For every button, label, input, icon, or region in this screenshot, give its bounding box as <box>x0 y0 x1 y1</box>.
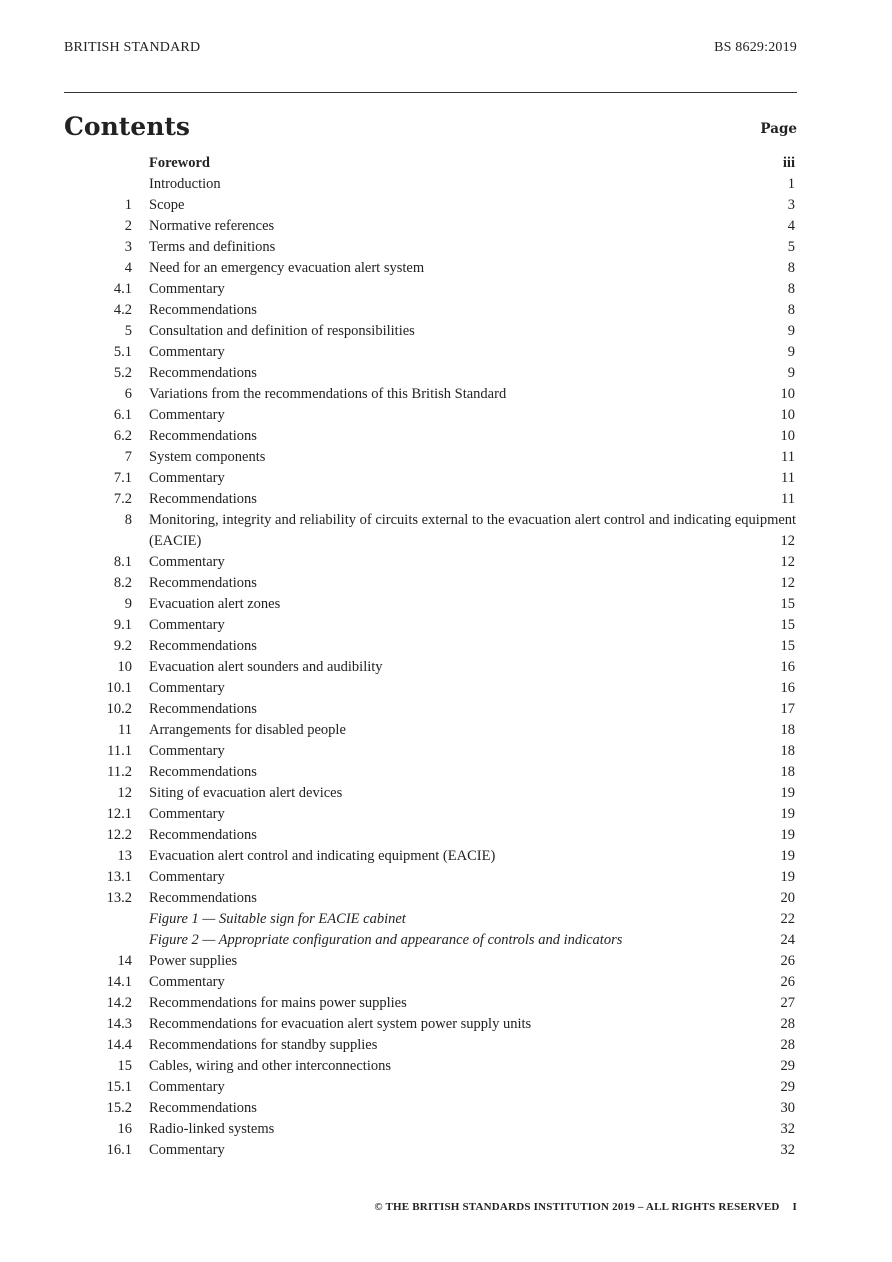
toc-entry[interactable] <box>64 384 797 405</box>
header-standard-number: BS 8629:2019 <box>714 40 797 55</box>
toc-entry-page: 29 <box>780 1079 795 1095</box>
toc-entry-number: 15 <box>117 1058 132 1074</box>
toc-entry-page: 16 <box>780 659 795 675</box>
toc-entry[interactable] <box>64 573 797 594</box>
toc-entry-page: 19 <box>780 785 795 801</box>
toc-entry-number: 6 <box>124 386 132 402</box>
toc-entry[interactable] <box>64 216 797 237</box>
toc-entry-page: 30 <box>780 1100 795 1116</box>
header-standard-label: BRITISH STANDARD <box>64 40 201 55</box>
toc-entry-title: Recommendations <box>149 428 257 444</box>
footer-page-number: I <box>792 1201 797 1213</box>
toc-entry-title: Recommendations for mains power supplies <box>149 995 407 1011</box>
toc-entry[interactable] <box>64 1140 797 1161</box>
toc-entry-number: 14.3 <box>106 1016 132 1032</box>
toc-entry-title: Recommendations <box>149 638 257 654</box>
toc-entry-title: Power supplies <box>149 953 238 969</box>
toc-entry-title: Commentary <box>149 617 225 633</box>
toc-entry-page: 26 <box>780 953 795 969</box>
toc-entry-title: Commentary <box>149 470 225 486</box>
toc-entry-page: 3 <box>787 197 795 213</box>
toc-entry[interactable] <box>64 1014 797 1035</box>
toc-entry-title: Recommendations <box>149 575 257 591</box>
toc-entry-number: 9 <box>124 596 132 612</box>
toc-entry-page: 12 <box>780 533 795 549</box>
toc-entry-number: 5 <box>124 323 132 339</box>
toc-entry-number: 3 <box>124 239 132 255</box>
toc-entry-title: System components <box>149 449 266 465</box>
toc-entry[interactable] <box>64 405 797 426</box>
toc-entry-title: Commentary <box>149 1079 225 1095</box>
toc-entry-number: 16 <box>117 1121 132 1137</box>
toc-entry-page: 5 <box>787 239 795 255</box>
toc-entry-number: 10.2 <box>106 701 132 717</box>
toc-entry-number: 6.1 <box>113 407 132 423</box>
page-column-label: Page <box>760 121 797 137</box>
toc-entry[interactable] <box>64 846 797 867</box>
toc-entry[interactable] <box>64 489 797 510</box>
toc-entry[interactable] <box>64 1098 797 1119</box>
toc-entry-title: Evacuation alert control and indicating equipment (EACIE) <box>149 848 496 864</box>
toc-entry[interactable] <box>64 174 797 195</box>
toc-entry-title: Recommendations <box>149 827 257 843</box>
toc-entry-number: 7.2 <box>113 491 132 507</box>
toc-entry-title: Figure 1 — Suitable sign for EACIE cabinet <box>149 911 406 927</box>
toc-entry[interactable] <box>64 258 797 279</box>
toc-entry-page: 15 <box>780 638 795 654</box>
toc-entry[interactable] <box>64 762 797 783</box>
toc-entry[interactable] <box>64 1077 797 1098</box>
toc-entry[interactable] <box>64 1119 797 1140</box>
toc-entry-page: 22 <box>780 911 795 927</box>
toc-entry[interactable] <box>64 153 797 174</box>
toc-entry[interactable] <box>64 279 797 300</box>
toc-entry-title: Variations from the recommendations of this British Standard <box>149 386 507 402</box>
toc-entry-title: Commentary <box>149 554 225 570</box>
toc-entry-page: 12 <box>780 554 795 570</box>
toc-entry-title: Figure 2 — Appropriate configuration and appearance of controls and indicators <box>149 932 623 948</box>
toc-entry[interactable] <box>64 993 797 1014</box>
toc-entry[interactable] <box>64 342 797 363</box>
toc-entry-page: 8 <box>787 302 795 318</box>
toc-entry-number: 14.1 <box>106 974 132 990</box>
toc-entry[interactable] <box>64 720 797 741</box>
toc-entry[interactable] <box>64 1056 797 1077</box>
toc-entry-number: 15.1 <box>106 1079 132 1095</box>
toc-entry-title: Commentary <box>149 743 225 759</box>
toc-entry-title: Recommendations <box>149 890 257 906</box>
toc-entry-page: 12 <box>780 575 795 591</box>
toc-entry-number: 10 <box>117 659 132 675</box>
toc-entry-title: Foreword <box>149 155 210 171</box>
toc-entry-title: Recommendations <box>149 365 257 381</box>
toc-entry-title: Arrangements for disabled people <box>149 722 346 738</box>
toc-entry-number: 10.1 <box>106 680 132 696</box>
toc-entry[interactable] <box>64 363 797 384</box>
toc-entry-page: 19 <box>780 806 795 822</box>
page-footer <box>374 1201 797 1213</box>
toc-entry-number: 12.1 <box>106 806 132 822</box>
toc-entry-number: 1 <box>124 197 132 213</box>
toc-entry-number: 4.2 <box>113 302 132 318</box>
toc-entry[interactable] <box>64 951 797 972</box>
toc-entry-title: Siting of evacuation alert devices <box>149 785 343 801</box>
toc-entry-page: 32 <box>780 1121 795 1137</box>
toc-entry-number: 12.2 <box>106 827 132 843</box>
toc-entry-number: 13.2 <box>106 890 132 906</box>
toc-entry[interactable] <box>64 510 797 552</box>
toc-entry[interactable] <box>64 909 797 930</box>
toc-entry-title: Radio-linked systems <box>149 1121 275 1137</box>
toc-entry-title: Commentary <box>149 1142 225 1158</box>
toc-entry-title: Commentary <box>149 344 225 360</box>
toc-entry-number: 8.2 <box>113 575 132 591</box>
toc-entry-page: 18 <box>780 764 795 780</box>
toc-entry[interactable] <box>64 300 797 321</box>
table-of-contents <box>64 153 797 1161</box>
toc-entry-page: 9 <box>787 323 795 339</box>
toc-entry[interactable] <box>64 1035 797 1056</box>
toc-entry-number: 14.2 <box>106 995 132 1011</box>
toc-entry[interactable] <box>64 867 797 888</box>
toc-entry-page: 9 <box>787 344 795 360</box>
toc-entry-page: 20 <box>780 890 795 906</box>
toc-entry-title: Monitoring, integrity and reliability of circuits external to the evacuation alert control and indicating equipment (EACIE) <box>149 512 797 549</box>
toc-entry-title: Introduction <box>149 176 221 192</box>
toc-entry-page: 15 <box>780 617 795 633</box>
toc-entry-page: 28 <box>780 1037 795 1053</box>
toc-entry[interactable] <box>64 783 797 804</box>
toc-entry[interactable] <box>64 615 797 636</box>
toc-entry-page: 19 <box>780 869 795 885</box>
toc-entry-number: 13 <box>117 848 132 864</box>
toc-entry[interactable] <box>64 447 797 468</box>
toc-entry-page: 11 <box>781 470 795 486</box>
header-divider <box>64 92 797 93</box>
toc-entry-page: 32 <box>780 1142 795 1158</box>
toc-entry-page: 29 <box>780 1058 795 1074</box>
toc-entry-title: Recommendations for evacuation alert system power supply units <box>149 1016 532 1032</box>
toc-entry-title: Scope <box>149 197 185 213</box>
toc-entry-title: Terms and definitions <box>149 239 276 255</box>
toc-entry-number: 5.1 <box>113 344 132 360</box>
toc-entry-page: 17 <box>780 701 795 717</box>
toc-entry-title: Evacuation alert sounders and audibility <box>149 659 383 675</box>
toc-entry-page: 24 <box>780 932 795 948</box>
toc-entry-number: 4 <box>124 260 132 276</box>
toc-entry-page: 9 <box>787 365 795 381</box>
toc-entry[interactable] <box>64 804 797 825</box>
toc-entry-page: 4 <box>787 218 795 234</box>
toc-entry-number: 5.2 <box>113 365 132 381</box>
toc-entry[interactable] <box>64 195 797 216</box>
toc-entry-page: 8 <box>787 260 795 276</box>
toc-entry-page: 15 <box>780 596 795 612</box>
toc-entry-page: 19 <box>780 827 795 843</box>
page-title: Contents <box>64 112 191 141</box>
toc-entry-number: 6.2 <box>113 428 132 444</box>
toc-entry-page: 18 <box>780 722 795 738</box>
toc-entry-title: Recommendations <box>149 701 257 717</box>
toc-entry-number: 16.1 <box>106 1142 132 1158</box>
toc-entry[interactable] <box>64 237 797 258</box>
toc-entry-title: Recommendations <box>149 491 257 507</box>
toc-entry-title: Recommendations <box>149 1100 257 1116</box>
toc-entry-number: 9.1 <box>113 617 132 633</box>
toc-entry[interactable] <box>64 930 797 951</box>
toc-entry-number: 2 <box>124 218 132 234</box>
toc-entry-page: 26 <box>780 974 795 990</box>
toc-entry-page: 19 <box>780 848 795 864</box>
toc-entry-page: 11 <box>781 449 795 465</box>
toc-entry-title: Commentary <box>149 407 225 423</box>
toc-entry-number: 7 <box>124 449 132 465</box>
toc-entry[interactable] <box>64 594 797 615</box>
toc-entry-page: 8 <box>787 281 795 297</box>
toc-entry-page: iii <box>782 155 795 171</box>
toc-entry[interactable] <box>64 741 797 762</box>
toc-entry-page: 10 <box>780 428 795 444</box>
toc-entry-title: Commentary <box>149 869 225 885</box>
toc-entry-page: 16 <box>780 680 795 696</box>
toc-entry[interactable] <box>64 888 797 909</box>
toc-entry-number: 13.1 <box>106 869 132 885</box>
toc-entry-title: Consultation and definition of responsibilities <box>149 323 415 339</box>
toc-entry-number: 11 <box>118 722 132 738</box>
toc-entry-title: Normative references <box>149 218 275 234</box>
toc-entry-number: 11.2 <box>107 764 132 780</box>
toc-entry-title: Commentary <box>149 974 225 990</box>
toc-entry[interactable] <box>64 321 797 342</box>
toc-entry-number: 11.1 <box>107 743 132 759</box>
toc-entry[interactable] <box>64 699 797 720</box>
toc-entry-page: 28 <box>780 1016 795 1032</box>
toc-entry-title: Commentary <box>149 680 225 696</box>
toc-entry-page: 18 <box>780 743 795 759</box>
toc-entry-page: 10 <box>780 407 795 423</box>
toc-entry-page: 11 <box>781 491 795 507</box>
toc-entry-page: 1 <box>787 176 795 192</box>
toc-entry[interactable] <box>64 552 797 573</box>
toc-entry-number: 8 <box>124 512 132 528</box>
toc-entry-number: 14 <box>117 953 132 969</box>
page-header <box>64 40 797 60</box>
footer-copyright: © THE BRITISH STANDARDS INSTITUTION 2019 – ALL RIGHTS RESERVED <box>374 1201 780 1213</box>
toc-entry-page: 27 <box>780 995 795 1011</box>
toc-entry[interactable] <box>64 825 797 846</box>
toc-entry-number: 4.1 <box>113 281 132 297</box>
toc-entry[interactable] <box>64 468 797 489</box>
toc-entry-title: Commentary <box>149 806 225 822</box>
toc-entry-page: 10 <box>780 386 795 402</box>
toc-entry[interactable] <box>64 678 797 699</box>
toc-entry-title: Recommendations <box>149 764 257 780</box>
toc-entry-title: Recommendations for standby supplies <box>149 1037 378 1053</box>
toc-entry-title: Commentary <box>149 281 225 297</box>
toc-entry[interactable] <box>64 657 797 678</box>
toc-entry-title: Recommendations <box>149 302 257 318</box>
toc-entry-number: 12 <box>117 785 132 801</box>
toc-entry-number: 15.2 <box>106 1100 132 1116</box>
toc-entry[interactable] <box>64 426 797 447</box>
toc-entry-title: Need for an emergency evacuation alert system <box>149 260 425 276</box>
toc-entry-number: 8.1 <box>113 554 132 570</box>
toc-entry-number: 7.1 <box>113 470 132 486</box>
toc-entry-number: 14.4 <box>106 1037 132 1053</box>
toc-entry[interactable] <box>64 636 797 657</box>
toc-entry-title: Cables, wiring and other interconnections <box>149 1058 392 1074</box>
toc-entry[interactable] <box>64 972 797 993</box>
toc-entry-title: Evacuation alert zones <box>149 596 281 612</box>
toc-entry-number: 9.2 <box>113 638 132 654</box>
